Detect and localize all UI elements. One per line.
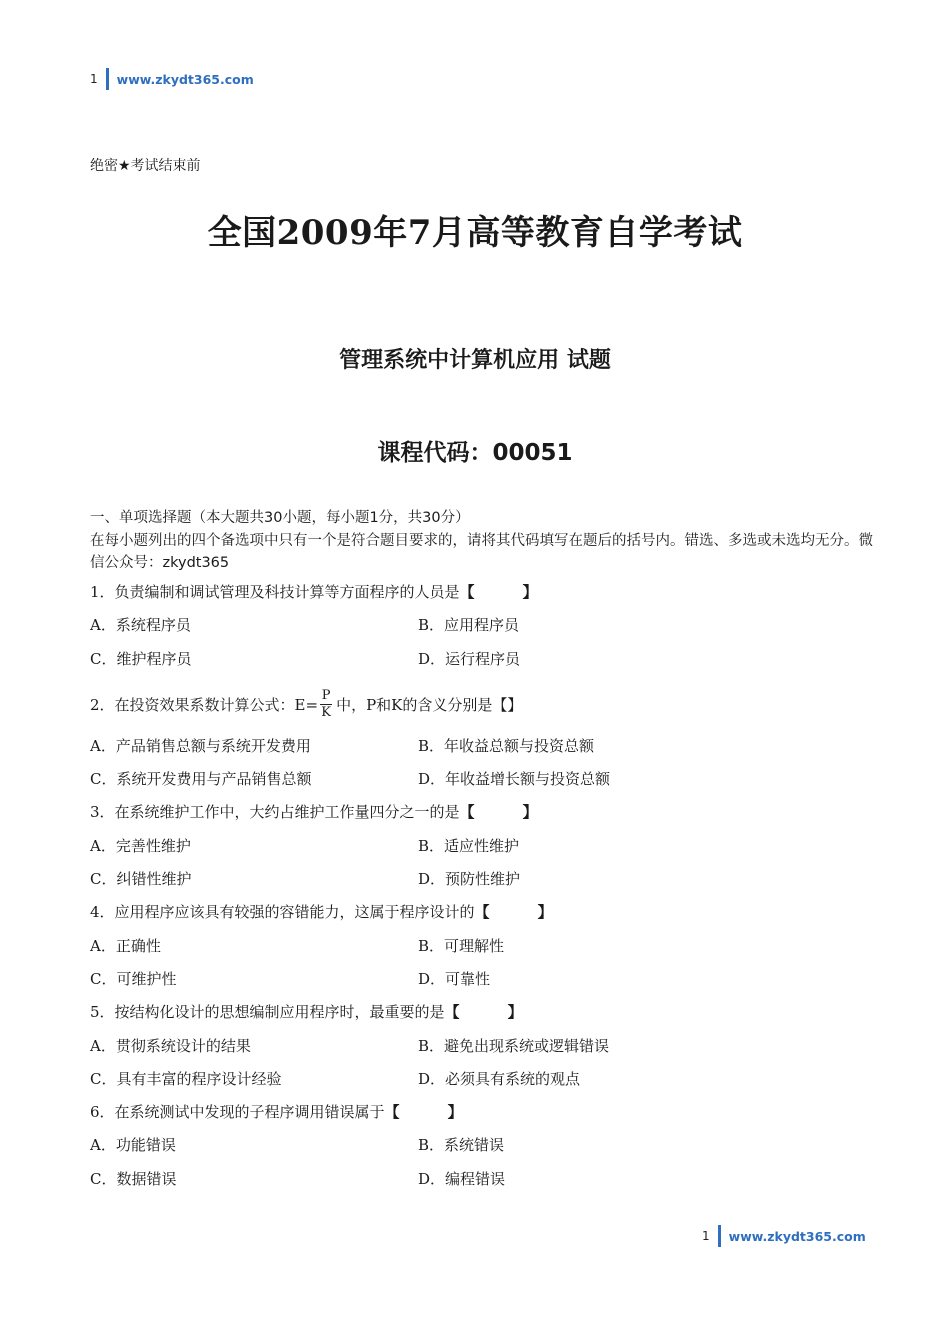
- option-row: [90, 645, 880, 678]
- option: A．功能错误: [90, 1136, 176, 1155]
- option: C．维护程序员: [90, 649, 192, 668]
- option: B．可理解性: [418, 936, 505, 955]
- answer-bracket-close: 】: [447, 1103, 463, 1122]
- fraction-numerator: P: [321, 688, 331, 704]
- footer-divider: [718, 1225, 721, 1247]
- answer-bracket-open: 【: [459, 583, 475, 601]
- option-row: [90, 732, 880, 765]
- option: D．可靠性: [418, 969, 491, 988]
- answer-bracket-close: 】: [507, 1003, 523, 1022]
- answer-bracket-open: 【: [384, 1103, 400, 1122]
- option: B．系统错误: [418, 1136, 505, 1155]
- option: D．年收益增长额与投资总额: [418, 770, 611, 789]
- option: C．可维护性: [90, 969, 177, 988]
- option: A．系统程序员: [90, 616, 191, 635]
- option-row: [90, 1165, 880, 1198]
- exam-title: 全国2009年7月高等教育自学考试: [207, 213, 743, 253]
- section-heading: 一、单项选择题（本大题共30小题，每小题1分，共30分）: [90, 510, 470, 526]
- page-header: [90, 68, 254, 90]
- question-text: 4．应用程序应该具有较强的容错能力，这属于程序设计的: [90, 903, 475, 922]
- question-stem: [90, 798, 880, 831]
- option: D．运行程序员: [418, 649, 521, 668]
- option: A．完善性维护: [90, 836, 191, 855]
- option-row: [90, 765, 880, 798]
- fraction-denominator: K: [321, 705, 331, 721]
- confidential-label: 绝密★考试结束前: [90, 158, 201, 174]
- option-row: [90, 865, 880, 898]
- option: A．产品销售总额与系统开发费用: [90, 736, 311, 755]
- question-text: 3．在系统维护工作中，大约占维护工作量四分之一的是: [90, 803, 460, 822]
- option: D．必须具有系统的观点: [418, 1069, 581, 1088]
- question-stem: [90, 898, 880, 931]
- option-row: [90, 932, 880, 965]
- answer-bracket-open: 【: [459, 803, 475, 822]
- header-divider: [106, 68, 109, 90]
- header-url[interactable]: www.zkydt365.com: [116, 71, 254, 87]
- page-number: 1: [90, 72, 98, 86]
- question-text: 中，P和K的含义分别是: [336, 696, 493, 715]
- exam-subtitle: 管理系统中计算机应用 试题: [339, 348, 611, 373]
- question-stem: [90, 1098, 880, 1131]
- page-number: 1: [702, 1229, 710, 1243]
- answer-bracket-close: 】: [522, 583, 538, 601]
- option-row: [90, 1032, 880, 1065]
- option-row: [90, 965, 880, 998]
- option: A．贯彻系统设计的结果: [90, 1036, 251, 1055]
- option: B．避免出现系统或逻辑错误: [418, 1036, 610, 1055]
- answer-bracket-close: 】: [537, 903, 553, 922]
- course-code: 课程代码：00051: [377, 440, 573, 466]
- answer-bracket-close: 】: [522, 803, 538, 822]
- option: C．纠错性维护: [90, 870, 192, 889]
- option: C．数据错误: [90, 1169, 177, 1188]
- question-text: 1．负责编制和调试管理及科技计算等方面程序的人员是: [90, 583, 460, 601]
- section-instructions: 在每小题列出的四个备选项中只有一个是符合题目要求的，请将其代码填写在题后的括号内。错选、多选或未选均无分。微信公众号：zkydt365: [90, 533, 873, 571]
- footer-url[interactable]: www.zkydt365.com: [728, 1228, 866, 1244]
- option: A．正确性: [90, 936, 161, 955]
- question-stem: [90, 678, 880, 732]
- question-list: [90, 578, 880, 1198]
- question-stem: [90, 998, 880, 1031]
- answer-bracket-open: 【: [492, 696, 508, 715]
- answer-bracket-open: 【: [444, 1003, 460, 1022]
- option: D．预防性维护: [418, 870, 521, 889]
- answer-bracket-open: 【: [474, 903, 490, 922]
- option-row: [90, 832, 880, 865]
- option-row: [90, 1065, 880, 1098]
- option: C．系统开发费用与产品销售总额: [90, 770, 312, 789]
- question-text: 5．按结构化设计的思想编制应用程序时，最重要的是: [90, 1003, 445, 1022]
- option: D．编程错误: [418, 1169, 506, 1188]
- option-row: [90, 611, 880, 644]
- option: B．适应性维护: [418, 836, 520, 855]
- option-row: [90, 1131, 880, 1164]
- option: B．应用程序员: [418, 616, 520, 635]
- question-stem: [90, 578, 880, 611]
- question-text: 6．在系统测试中发现的子程序调用错误属于: [90, 1103, 385, 1122]
- option: C．具有丰富的程序设计经验: [90, 1069, 282, 1088]
- answer-bracket-close: 】: [507, 696, 523, 715]
- question-text: 2．在投资效果系数计算公式：E=: [90, 696, 319, 715]
- option: B．年收益总额与投资总额: [418, 736, 595, 755]
- page-footer: [702, 1225, 866, 1247]
- fraction-formula: [320, 688, 332, 721]
